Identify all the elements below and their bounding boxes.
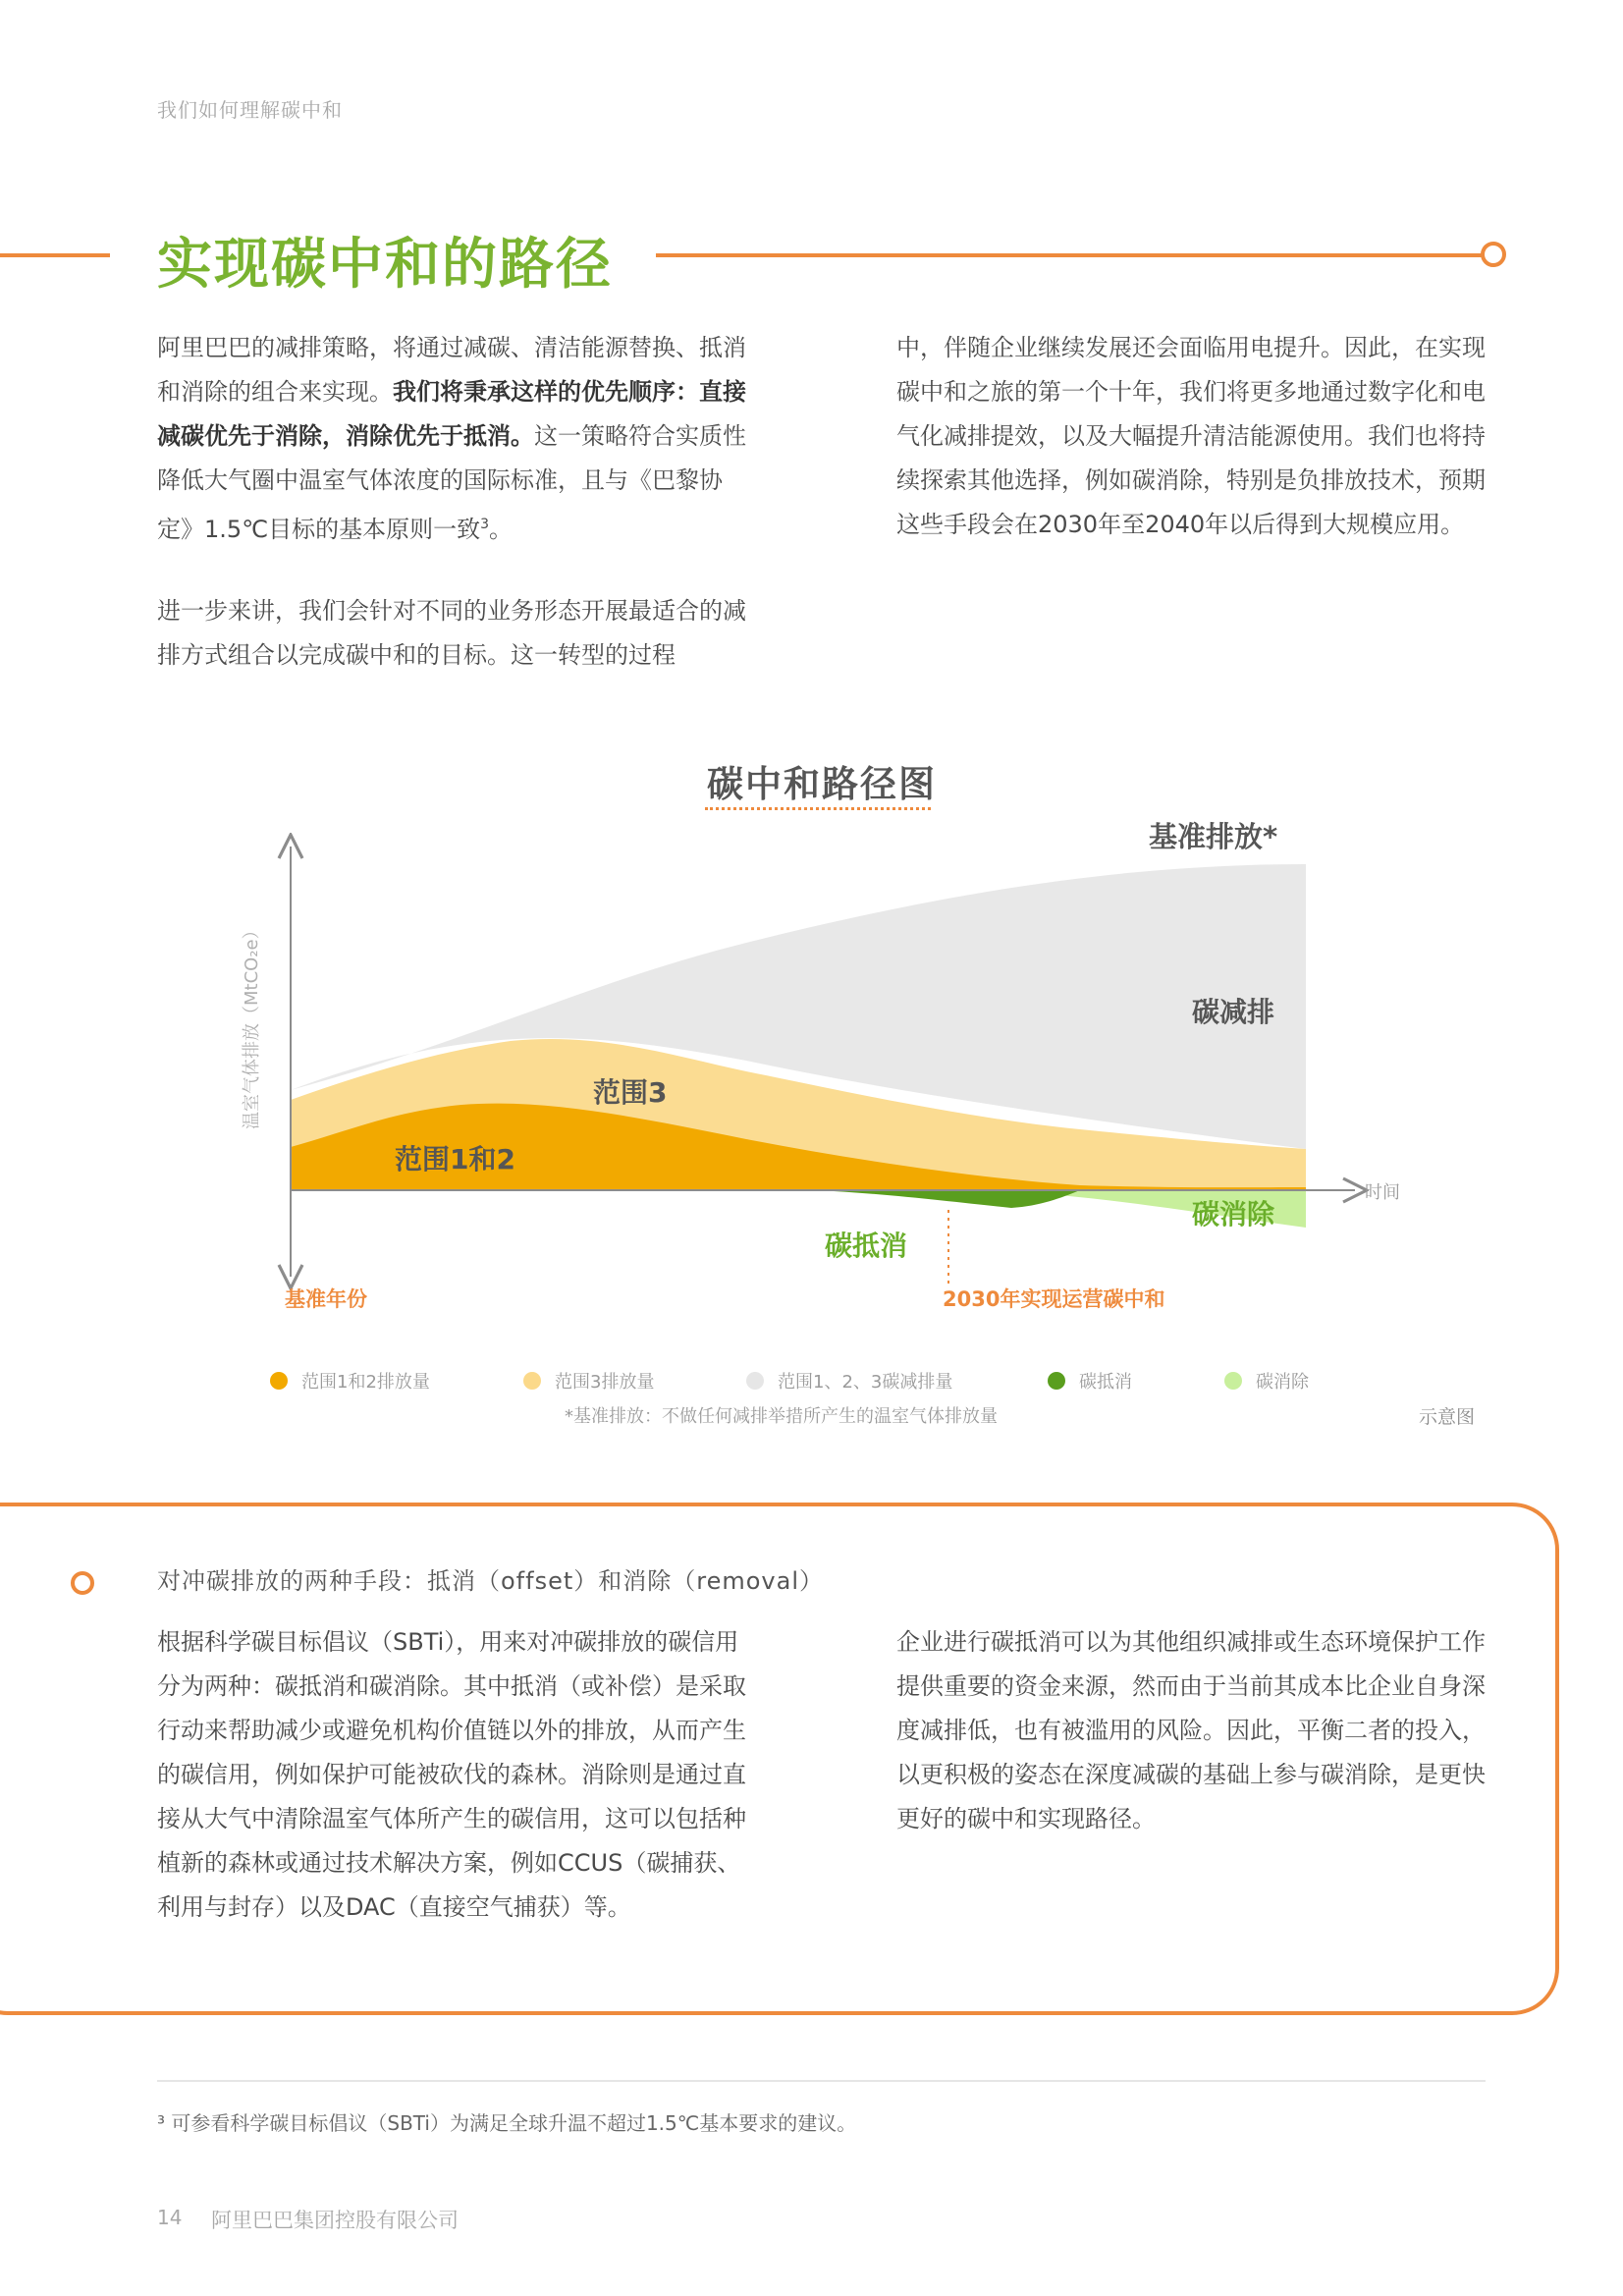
page-title: 实现碳中和的路径: [157, 233, 613, 297]
legend-dot-removal: [1224, 1372, 1242, 1390]
schematic-label: 示意图: [1419, 1406, 1476, 1428]
legend-dot-offset: [1048, 1372, 1065, 1390]
legend-label-reduction: 范围1、2、3碳减排量: [778, 1372, 953, 1393]
legend-label-removal: 碳消除: [1256, 1372, 1309, 1393]
baseline-note: *基准排放：不做任何减排举措所产生的温室气体排放量: [565, 1406, 998, 1427]
info-box-left-text: 根据科学碳目标倡议（SBTi），用来对冲碳排放的碳信用分为两种：碳抵消和碳消除。其中抵消（或补偿）是采取行动来帮助减少或避免机构价值链以外的排放，从而产生的碳信用，例如保护可能被砍伐的森林。消除则是通过直接从大气中清除温室气体所产生的碳信用，这可以包括种植新的森林或通过技术解决方案，例如CCUS（碳捕获、利用与封存）以及DAC（直接空气捕获）等。: [157, 1628, 746, 1921]
legend-offset: [1048, 1368, 1132, 1394]
chart-title: 碳中和路径图: [707, 763, 937, 805]
intro-p1-end: 。: [489, 516, 514, 543]
intro-p1-text-b: 这一策略符合实质性降低大气圈中温室气体浓度的国际标准，且与《巴黎协定》1.5℃目标的基本原则一致: [157, 422, 746, 543]
intro-paragraph-2: 进一步来讲，我们会针对不同的业务形态开展最适合的减排方式组合以完成碳中和的目标。这一转型的过程: [157, 597, 746, 669]
legend-label-scope12: 范围1和2排放量: [301, 1372, 430, 1393]
label-removal: 碳消除: [1192, 1198, 1275, 1230]
label-scope12: 范围1和2: [395, 1143, 515, 1175]
company-name: 阿里巴巴集团控股有限公司: [211, 2209, 459, 2232]
page-number: 14: [157, 2206, 183, 2229]
legend-scope3: [523, 1368, 654, 1394]
legend-label-offset: 碳抵消: [1079, 1372, 1132, 1393]
label-offset: 碳抵消: [825, 1230, 908, 1262]
label-scope3: 范围3: [593, 1076, 668, 1109]
legend-scope12: [270, 1368, 430, 1394]
intro-p1-text-a: 阿里巴巴的减排策略，将通过减碳、清洁能源替换、抵消和消除的组合来实现。: [157, 334, 746, 406]
legend-reduction: [746, 1368, 952, 1394]
intro-p1-bold: 我们将秉承这样的优先顺序：直接减碳优先于消除，消除优先于抵消。: [157, 378, 746, 450]
legend-dot-reduction: [746, 1372, 764, 1390]
intro-paragraph-3: 中，伴随企业继续发展还会面临用电提升。因此，在实现碳中和之旅的第一个十年，我们将更多地通过数字化和电气化减排提效，以及大幅提升清洁能源使用。我们也将持续探索其他选择，例如碳消除，特别是负排放技术，预期这些手段会在2030年至2040年以后得到大规模应用。: [896, 334, 1486, 538]
footnote-ref: 3: [480, 517, 490, 532]
info-box-circle-marker: [71, 1571, 94, 1595]
x-axis-label: 时间: [1365, 1182, 1400, 1203]
legend-dot-scope3: [523, 1372, 541, 1390]
label-baseline: 基准排放*: [1149, 820, 1278, 853]
info-box-title: 对冲碳排放的两种手段：抵消（offset）和消除（removal）: [157, 1567, 825, 1595]
section-header: 我们如何理解碳中和: [157, 98, 343, 122]
milestone-label: 2030年实现运营碳中和: [943, 1287, 1165, 1311]
area-offset: [815, 1190, 1080, 1208]
label-reduction: 碳减排: [1192, 996, 1275, 1028]
footnote-divider: [157, 2080, 1486, 2082]
x-start-label: 基准年份: [285, 1287, 367, 1311]
legend-label-scope3: 范围3排放量: [555, 1372, 655, 1393]
info-box-right-text: 企业进行碳抵消可以为其他组织减排或生态环境保护工作提供重要的资金来源，然而由于当前其成本比企业自身深度减排低，也有被滥用的风险。因此，平衡二者的投入，以更积极的姿态在深度减碳的基础上参与碳消除，是更快更好的碳中和实现路径。: [896, 1628, 1486, 1832]
footnote: ³ 可参看科学碳目标倡议（SBTi）为满足全球升温不超过1.5℃基本要求的建议。: [157, 2111, 857, 2135]
legend-dot-scope12: [270, 1372, 288, 1390]
y-axis-label: 温室气体排放（MtCO₂e）: [242, 921, 262, 1129]
legend-removal: [1224, 1368, 1309, 1394]
